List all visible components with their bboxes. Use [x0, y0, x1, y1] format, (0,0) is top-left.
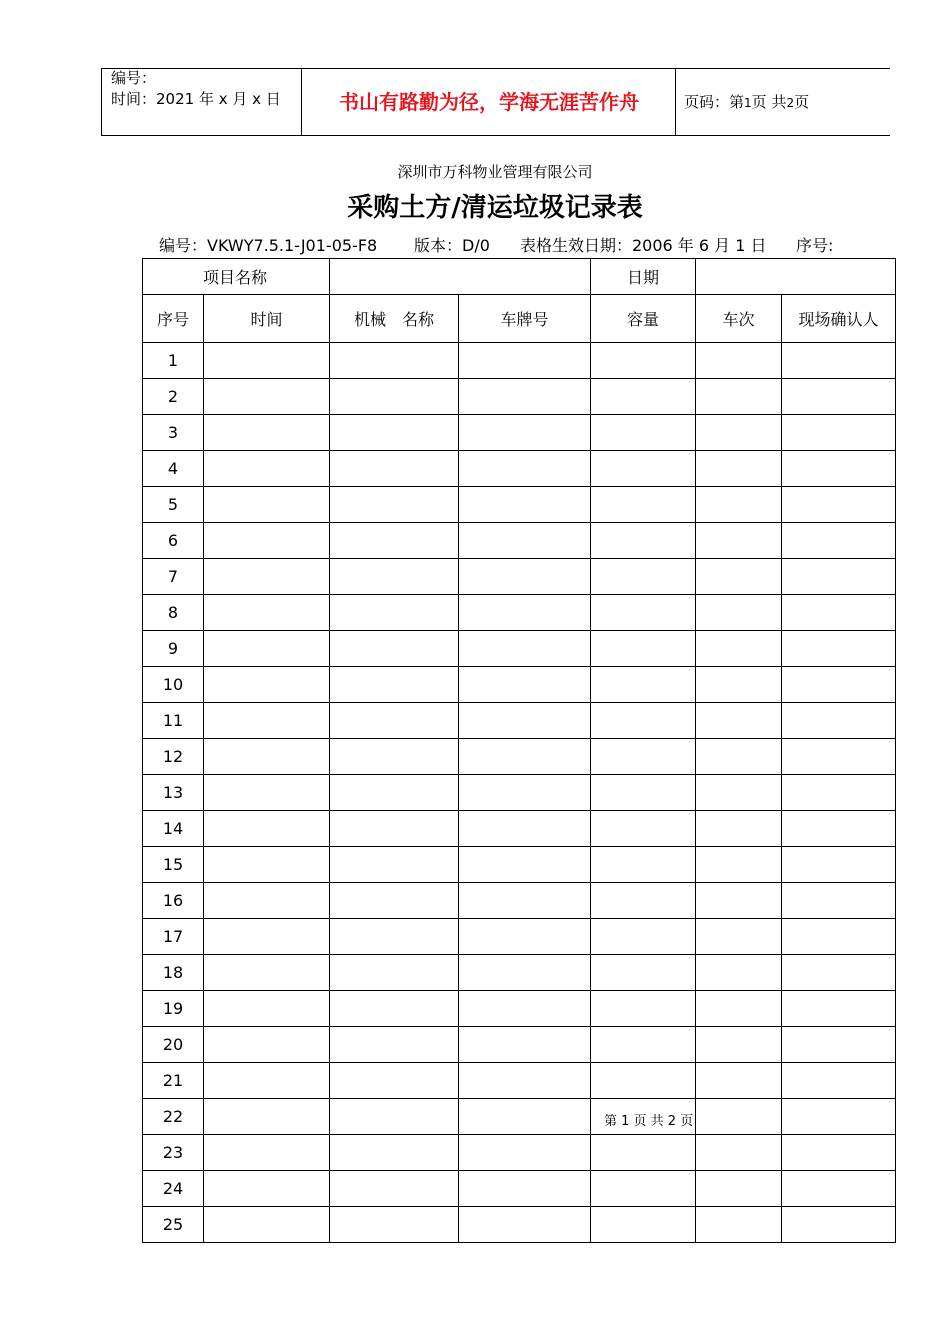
- cell-machine-name[interactable]: [330, 955, 459, 991]
- cell-plate[interactable]: [459, 847, 591, 883]
- cell-machine-name[interactable]: [330, 991, 459, 1027]
- cell-time[interactable]: [204, 739, 330, 775]
- cell-confirmer[interactable]: [782, 559, 896, 595]
- cell-capacity[interactable]: [591, 991, 696, 1027]
- cell-confirmer[interactable]: [782, 739, 896, 775]
- cell-plate[interactable]: [459, 487, 591, 523]
- cell-plate[interactable]: [459, 1063, 591, 1099]
- cell-time[interactable]: [204, 1171, 330, 1207]
- cell-time[interactable]: [204, 703, 330, 739]
- cell-capacity[interactable]: [591, 1135, 696, 1171]
- cell-time[interactable]: [204, 415, 330, 451]
- cell-plate[interactable]: [459, 1171, 591, 1207]
- cell-trips[interactable]: [696, 703, 782, 739]
- cell-plate[interactable]: [459, 1027, 591, 1063]
- cell-machine-name[interactable]: [330, 631, 459, 667]
- cell-confirmer[interactable]: [782, 379, 896, 415]
- record-table: [142, 258, 896, 1243]
- cell-capacity[interactable]: [591, 775, 696, 811]
- header-page-prefix: 页码：第: [684, 93, 745, 111]
- cell-plate[interactable]: [459, 955, 591, 991]
- cell-capacity[interactable]: [591, 883, 696, 919]
- col-header-confirmer: 现场确认人: [782, 295, 896, 343]
- cell-trips[interactable]: [696, 451, 782, 487]
- table-row: [143, 991, 896, 1027]
- meta-code: 编号：VKWY7.5.1-J01-05-F8: [159, 236, 378, 255]
- col-header-machine-name: 机械 名称: [330, 295, 459, 343]
- cell-machine-name[interactable]: [330, 667, 459, 703]
- cell-trips[interactable]: [696, 595, 782, 631]
- cell-machine-name[interactable]: [330, 1171, 459, 1207]
- cell-plate[interactable]: [459, 991, 591, 1027]
- cell-machine-name[interactable]: [330, 1099, 459, 1135]
- header-time-label: 时间：2021 年 x 月 x 日: [111, 90, 281, 108]
- cell-capacity[interactable]: [591, 955, 696, 991]
- row-serial-number: 23: [143, 1135, 204, 1171]
- cell-time[interactable]: [204, 559, 330, 595]
- cell-machine-name[interactable]: [330, 415, 459, 451]
- col-header-trips: 车次: [696, 295, 782, 343]
- cell-trips[interactable]: [696, 1135, 782, 1171]
- cell-time[interactable]: [204, 991, 330, 1027]
- cell-confirmer[interactable]: [782, 1171, 896, 1207]
- cell-plate[interactable]: [459, 1135, 591, 1171]
- cell-machine-name[interactable]: [330, 523, 459, 559]
- table-row: [143, 919, 896, 955]
- cell-confirmer[interactable]: [782, 919, 896, 955]
- table-row: [143, 775, 896, 811]
- cell-time[interactable]: [204, 1027, 330, 1063]
- cell-plate[interactable]: [459, 1207, 591, 1243]
- cell-capacity[interactable]: [591, 847, 696, 883]
- date-value[interactable]: [696, 259, 896, 295]
- cell-plate[interactable]: [459, 631, 591, 667]
- table-row: [143, 1207, 896, 1243]
- date-label: 日期: [591, 259, 696, 295]
- cell-trips[interactable]: [696, 883, 782, 919]
- cell-time[interactable]: [204, 1207, 330, 1243]
- row-serial-number: 12: [143, 739, 204, 775]
- cell-time[interactable]: [204, 631, 330, 667]
- cell-confirmer[interactable]: [782, 703, 896, 739]
- cell-machine-name[interactable]: [330, 1207, 459, 1243]
- table-row: [143, 487, 896, 523]
- cell-time[interactable]: [204, 1099, 330, 1135]
- row-serial-number: 21: [143, 1063, 204, 1099]
- cell-trips[interactable]: [696, 1027, 782, 1063]
- header-left-border: [101, 68, 102, 136]
- meta-effective-date: 表格生效日期：2006 年 6 月 1 日: [520, 236, 767, 255]
- cell-time[interactable]: [204, 919, 330, 955]
- cell-time[interactable]: [204, 1135, 330, 1171]
- cell-machine-name[interactable]: [330, 811, 459, 847]
- row-serial-number: 10: [143, 667, 204, 703]
- row-serial-number: 20: [143, 1027, 204, 1063]
- meta-serial: 序号:: [796, 236, 834, 255]
- cell-machine-name[interactable]: [330, 343, 459, 379]
- cell-capacity[interactable]: [591, 487, 696, 523]
- cell-capacity[interactable]: [591, 631, 696, 667]
- cell-capacity[interactable]: [591, 343, 696, 379]
- header-page-info: [684, 93, 809, 112]
- cell-trips[interactable]: [696, 919, 782, 955]
- table-row: [143, 739, 896, 775]
- cell-confirmer[interactable]: [782, 1063, 896, 1099]
- cell-confirmer[interactable]: [782, 487, 896, 523]
- row-serial-number: 8: [143, 595, 204, 631]
- cell-plate[interactable]: [459, 1099, 591, 1135]
- project-name-value[interactable]: [330, 259, 591, 295]
- header-divider-2: [675, 68, 676, 136]
- table-row: [143, 811, 896, 847]
- table-row: [143, 883, 896, 919]
- cell-time[interactable]: [204, 487, 330, 523]
- cell-confirmer[interactable]: [782, 1099, 896, 1135]
- cell-capacity[interactable]: [591, 595, 696, 631]
- cell-confirmer[interactable]: [782, 991, 896, 1027]
- project-name-label: 项目名称: [143, 259, 330, 295]
- table-row: [143, 1063, 896, 1099]
- cell-time[interactable]: [204, 379, 330, 415]
- cell-trips[interactable]: [696, 811, 782, 847]
- cell-confirmer[interactable]: [782, 883, 896, 919]
- col-header-plate: 车牌号: [459, 295, 591, 343]
- cell-capacity[interactable]: [591, 1207, 696, 1243]
- cell-time[interactable]: [204, 451, 330, 487]
- cell-plate[interactable]: [459, 451, 591, 487]
- table-row: [143, 955, 896, 991]
- row-serial-number: 16: [143, 883, 204, 919]
- row-serial-number: 9: [143, 631, 204, 667]
- company-name: 深圳市万科物业管理有限公司: [397, 163, 593, 181]
- row-serial-number: 24: [143, 1171, 204, 1207]
- header-divider-1: [301, 68, 302, 136]
- header-bottom-border: [101, 135, 890, 136]
- cell-plate[interactable]: [459, 919, 591, 955]
- col-header-time: 时间: [204, 295, 330, 343]
- cell-capacity[interactable]: [591, 811, 696, 847]
- cell-plate[interactable]: [459, 811, 591, 847]
- row-serial-number: 7: [143, 559, 204, 595]
- cell-plate[interactable]: [459, 595, 591, 631]
- row-serial-number: 15: [143, 847, 204, 883]
- cell-plate[interactable]: [459, 703, 591, 739]
- cell-confirmer[interactable]: [782, 1027, 896, 1063]
- cell-trips[interactable]: [696, 415, 782, 451]
- header-page-middle: 页 共: [751, 93, 787, 111]
- cell-confirmer[interactable]: [782, 847, 896, 883]
- cell-capacity[interactable]: [591, 667, 696, 703]
- cell-trips[interactable]: [696, 631, 782, 667]
- table-row: [143, 343, 896, 379]
- cell-time[interactable]: [204, 1063, 330, 1099]
- cell-machine-name[interactable]: [330, 883, 459, 919]
- cell-trips[interactable]: [696, 991, 782, 1027]
- cell-confirmer[interactable]: [782, 667, 896, 703]
- cell-machine-name[interactable]: [330, 487, 459, 523]
- cell-capacity[interactable]: [591, 415, 696, 451]
- cell-machine-name[interactable]: [330, 1135, 459, 1171]
- header-number-label: 编号：: [111, 69, 157, 87]
- row-serial-number: 14: [143, 811, 204, 847]
- cell-time[interactable]: [204, 523, 330, 559]
- cell-machine-name[interactable]: [330, 1063, 459, 1099]
- cell-trips[interactable]: [696, 559, 782, 595]
- table-row: [143, 847, 896, 883]
- cell-confirmer[interactable]: [782, 415, 896, 451]
- cell-machine-name[interactable]: [330, 1027, 459, 1063]
- cell-confirmer[interactable]: [782, 1207, 896, 1243]
- col-header-serial: 序号: [143, 295, 204, 343]
- table-row: [143, 451, 896, 487]
- cell-trips[interactable]: [696, 1099, 782, 1135]
- cell-confirmer[interactable]: [782, 343, 896, 379]
- cell-machine-name[interactable]: [330, 919, 459, 955]
- cell-time[interactable]: [204, 847, 330, 883]
- row-serial-number: 19: [143, 991, 204, 1027]
- cell-plate[interactable]: [459, 415, 591, 451]
- cell-capacity[interactable]: [591, 559, 696, 595]
- cell-time[interactable]: [204, 343, 330, 379]
- row-serial-number: 3: [143, 415, 204, 451]
- column-header-row: [143, 295, 896, 343]
- cell-trips[interactable]: [696, 523, 782, 559]
- cell-time[interactable]: [204, 883, 330, 919]
- cell-trips[interactable]: [696, 667, 782, 703]
- cell-machine-name[interactable]: [330, 379, 459, 415]
- header-motto: 书山有路勤为径，学海无涯苦作舟: [339, 90, 639, 114]
- cell-machine-name[interactable]: [330, 595, 459, 631]
- cell-plate[interactable]: [459, 739, 591, 775]
- cell-machine-name[interactable]: [330, 739, 459, 775]
- cell-capacity[interactable]: [591, 919, 696, 955]
- table-row: [143, 523, 896, 559]
- cell-capacity[interactable]: [591, 523, 696, 559]
- table-row: [143, 559, 896, 595]
- cell-confirmer[interactable]: [782, 595, 896, 631]
- row-serial-number: 4: [143, 451, 204, 487]
- header-page-current: 1: [744, 96, 752, 110]
- cell-plate[interactable]: [459, 343, 591, 379]
- col-header-capacity: 容量: [591, 295, 696, 343]
- cell-confirmer[interactable]: [782, 955, 896, 991]
- table-row: [143, 595, 896, 631]
- cell-time[interactable]: [204, 595, 330, 631]
- cell-plate[interactable]: [459, 379, 591, 415]
- cell-confirmer[interactable]: [782, 451, 896, 487]
- cell-trips[interactable]: [696, 775, 782, 811]
- table-row: [143, 667, 896, 703]
- table-row: [143, 1099, 896, 1135]
- cell-trips[interactable]: [696, 487, 782, 523]
- page-footer: 第 1 页 共 2 页: [604, 1114, 694, 1129]
- cell-confirmer[interactable]: [782, 631, 896, 667]
- cell-machine-name[interactable]: [330, 703, 459, 739]
- table-row: [143, 1171, 896, 1207]
- cell-plate[interactable]: [459, 775, 591, 811]
- cell-plate[interactable]: [459, 523, 591, 559]
- cell-plate[interactable]: [459, 667, 591, 703]
- header-page-total: 2: [786, 96, 795, 110]
- row-serial-number: 1: [143, 343, 204, 379]
- row-serial-number: 17: [143, 919, 204, 955]
- cell-capacity[interactable]: [591, 379, 696, 415]
- cell-trips[interactable]: [696, 739, 782, 775]
- cell-time[interactable]: [204, 811, 330, 847]
- cell-confirmer[interactable]: [782, 523, 896, 559]
- row-serial-number: 22: [143, 1099, 204, 1135]
- project-row: [143, 259, 896, 295]
- cell-trips[interactable]: [696, 1063, 782, 1099]
- row-serial-number: 5: [143, 487, 204, 523]
- cell-plate[interactable]: [459, 883, 591, 919]
- cell-confirmer[interactable]: [782, 775, 896, 811]
- cell-machine-name[interactable]: [330, 451, 459, 487]
- cell-capacity[interactable]: [591, 1063, 696, 1099]
- cell-capacity[interactable]: [591, 1027, 696, 1063]
- cell-capacity[interactable]: [591, 703, 696, 739]
- cell-capacity[interactable]: [591, 739, 696, 775]
- cell-time[interactable]: [204, 775, 330, 811]
- cell-trips[interactable]: [696, 1207, 782, 1243]
- table-row: [143, 1135, 896, 1171]
- cell-machine-name[interactable]: [330, 775, 459, 811]
- cell-capacity[interactable]: [591, 451, 696, 487]
- cell-plate[interactable]: [459, 559, 591, 595]
- table-row: [143, 415, 896, 451]
- row-serial-number: 18: [143, 955, 204, 991]
- cell-trips[interactable]: [696, 343, 782, 379]
- cell-capacity[interactable]: [591, 1171, 696, 1207]
- header-top-border: [101, 68, 890, 69]
- table-row: [143, 631, 896, 667]
- cell-trips[interactable]: [696, 955, 782, 991]
- table-row: [143, 379, 896, 415]
- cell-confirmer[interactable]: [782, 811, 896, 847]
- cell-confirmer[interactable]: [782, 1135, 896, 1171]
- header-page-suffix: 页: [794, 93, 810, 111]
- document-title: 采购土方/清运垃圾记录表: [347, 193, 643, 223]
- cell-machine-name[interactable]: [330, 847, 459, 883]
- row-serial-number: 11: [143, 703, 204, 739]
- cell-time[interactable]: [204, 955, 330, 991]
- meta-version: 版本：D/0: [414, 236, 490, 255]
- row-serial-number: 13: [143, 775, 204, 811]
- cell-machine-name[interactable]: [330, 559, 459, 595]
- row-serial-number: 2: [143, 379, 204, 415]
- table-row: [143, 1027, 896, 1063]
- cell-trips[interactable]: [696, 379, 782, 415]
- row-serial-number: 25: [143, 1207, 204, 1243]
- table-row: [143, 703, 896, 739]
- cell-trips[interactable]: [696, 847, 782, 883]
- cell-time[interactable]: [204, 667, 330, 703]
- row-serial-number: 6: [143, 523, 204, 559]
- cell-trips[interactable]: [696, 1171, 782, 1207]
